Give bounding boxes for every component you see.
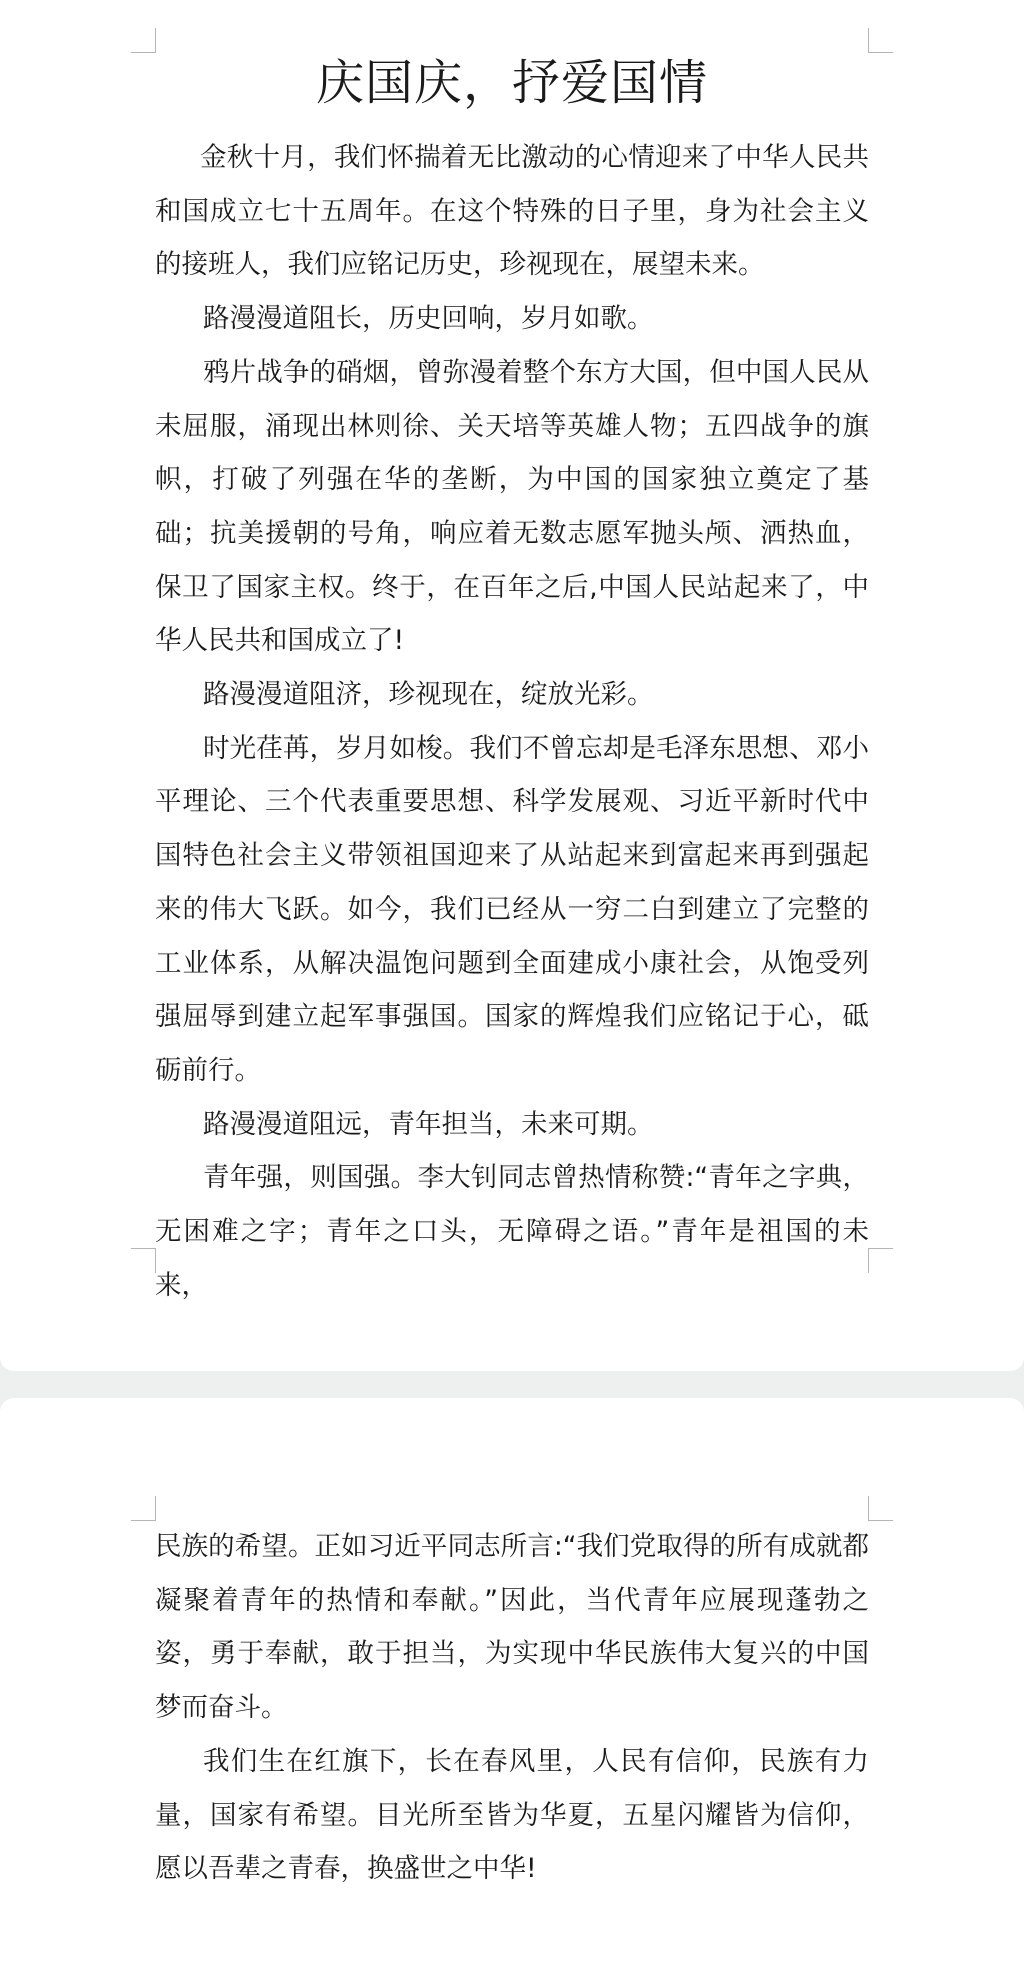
crop-mark-top-right [868,1496,893,1521]
paragraph: 路漫漫道阻远，青年担当，未来可期。 [203,1108,654,1140]
document-title: 庆国庆，抒爱国情 [315,55,708,111]
paragraph: 鸦片战争的硝烟，曾弥漫着整个东方大国，但中国人民从未屈服，涌现出林则徐、关天培等英雄人物；五四战争的旗帜，打破了列强在华的垄断，为中国的国家独立奠定了基础；抗美援朝的号角，响应着无数志愿军抛头颅、洒热血，保卫了国家主权。终于，在百年之后,中国人民站起来了，中华人民共和国成立了! [155,356,869,657]
crop-mark-bottom-left [131,1248,156,1273]
paragraph: 金秋十月，我们怀揣着无比激动的心情迎来了中华人民共和国成立七十五周年。在这个特殊的日子里，身为社会主义的接班人，我们应铭记历史，珍视现在，展望未来。 [155,142,869,281]
paragraph: 路漫漫道阻济，珍视现在，绽放光彩。 [203,679,654,711]
paragraph: 我们生在红旗下，长在春风里，人民有信仰，民族有力量，国家有希望。目光所至皆为华夏，五星闪耀皆为信仰，愿以吾辈之青春，换盛世之中华! [155,1745,869,1885]
crop-mark-bottom-right [868,1248,893,1273]
crop-mark-top-left [131,28,156,53]
page-2-body[interactable] [155,1520,869,1896]
paragraph: 青年强，则国强。李大钊同志曾热情称赞:“青年之字典，无困难之字；青年之口头，无障碍之语。”青年是祖国的未来， [155,1162,869,1301]
page-1-body[interactable] [155,52,869,1312]
document-page-2 [0,1398,1024,1971]
paragraph: 民族的希望。正如习近平同志所言:“我们党取得的所有成就都凝聚着青年的热情和奉献。”因此，当代青年应展现蓬勃之姿，勇于奉献，敢于担当，为实现中华民族伟大复兴的中国梦而奋斗。 [155,1531,869,1724]
paragraph: 路漫漫道阻长，历史回响，岁月如歌。 [203,303,654,335]
paragraph: 时光荏苒，岁月如梭。我们不曾忘却是毛泽东思想、邓小平理论、三个代表重要思想、科学发展观、习近平新时代中国特色社会主义带领祖国迎来了从站起来到富起来再到强起来的伟大飞跃。如今，我们已经从一穷二白到建立了完整的工业体系，从解决温饱问题到全面建成小康社会，从饱受列强屈辱到建立起军事强国。国家的辉煌我们应铭记于心，砥砺前行。 [155,732,869,1086]
crop-mark-top-left [131,1496,156,1521]
crop-mark-top-right [868,28,893,53]
